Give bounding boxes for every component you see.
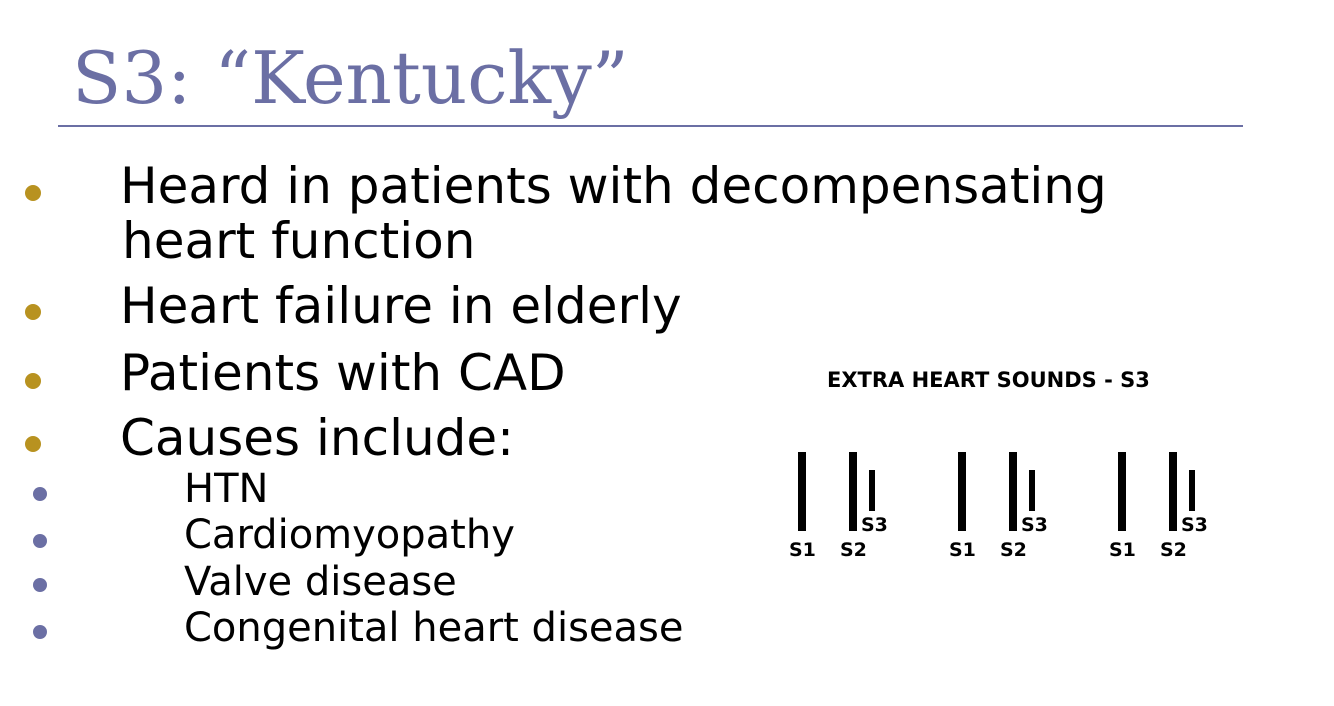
s1-bar — [958, 452, 966, 531]
sub-bullet-dot — [33, 487, 47, 501]
s3-bar — [1189, 470, 1195, 511]
sub-bullet-text: Congenital heart disease — [184, 605, 684, 651]
s3-bar — [1029, 470, 1035, 511]
s2-label: S2 — [840, 539, 867, 561]
bullet-text-continued: heart function — [122, 212, 476, 270]
sub-bullet-dot — [33, 534, 47, 548]
s2-label: S2 — [1160, 539, 1187, 561]
bullet-dot — [25, 436, 41, 452]
beat-group — [1109, 452, 1208, 561]
bullet-text: Causes include: — [120, 409, 514, 467]
sub-bullet-text: Valve disease — [184, 559, 457, 605]
bullet-text: Patients with CAD — [120, 344, 566, 402]
bullet-text: Heard in patients with decompensating — [120, 157, 1107, 215]
s1-label: S1 — [1109, 539, 1136, 561]
s1-label: S1 — [949, 539, 976, 561]
bullet-text: Heart failure in elderly — [120, 277, 682, 335]
s3-label: S3 — [1021, 514, 1048, 536]
s2-label: S2 — [1000, 539, 1027, 561]
s3-label: S3 — [1181, 514, 1208, 536]
s2-bar — [849, 452, 857, 531]
sub-bullet-text: HTN — [184, 466, 269, 512]
diagram-caption: EXTRA HEART SOUNDS - S3 — [827, 368, 1150, 392]
s2-bar — [1169, 452, 1177, 531]
bullet-dot — [25, 304, 41, 320]
s3-label: S3 — [861, 514, 888, 536]
sub-bullet-text: Cardiomyopathy — [184, 512, 515, 558]
s3-bar — [869, 470, 875, 511]
s2-bar — [1009, 452, 1017, 531]
beat-group — [949, 452, 1048, 561]
sub-bullet-dot — [33, 578, 47, 592]
bullet-dot — [25, 373, 41, 389]
s3-heart-sound-diagram — [770, 360, 1250, 580]
s1-bar — [1118, 452, 1126, 531]
s1-bar — [798, 452, 806, 531]
s1-label: S1 — [789, 539, 816, 561]
beat-group — [789, 452, 888, 561]
bullet-dot — [25, 185, 41, 201]
sub-bullet-dot — [33, 625, 47, 639]
slide-title: S3: “Kentucky” — [72, 36, 629, 120]
